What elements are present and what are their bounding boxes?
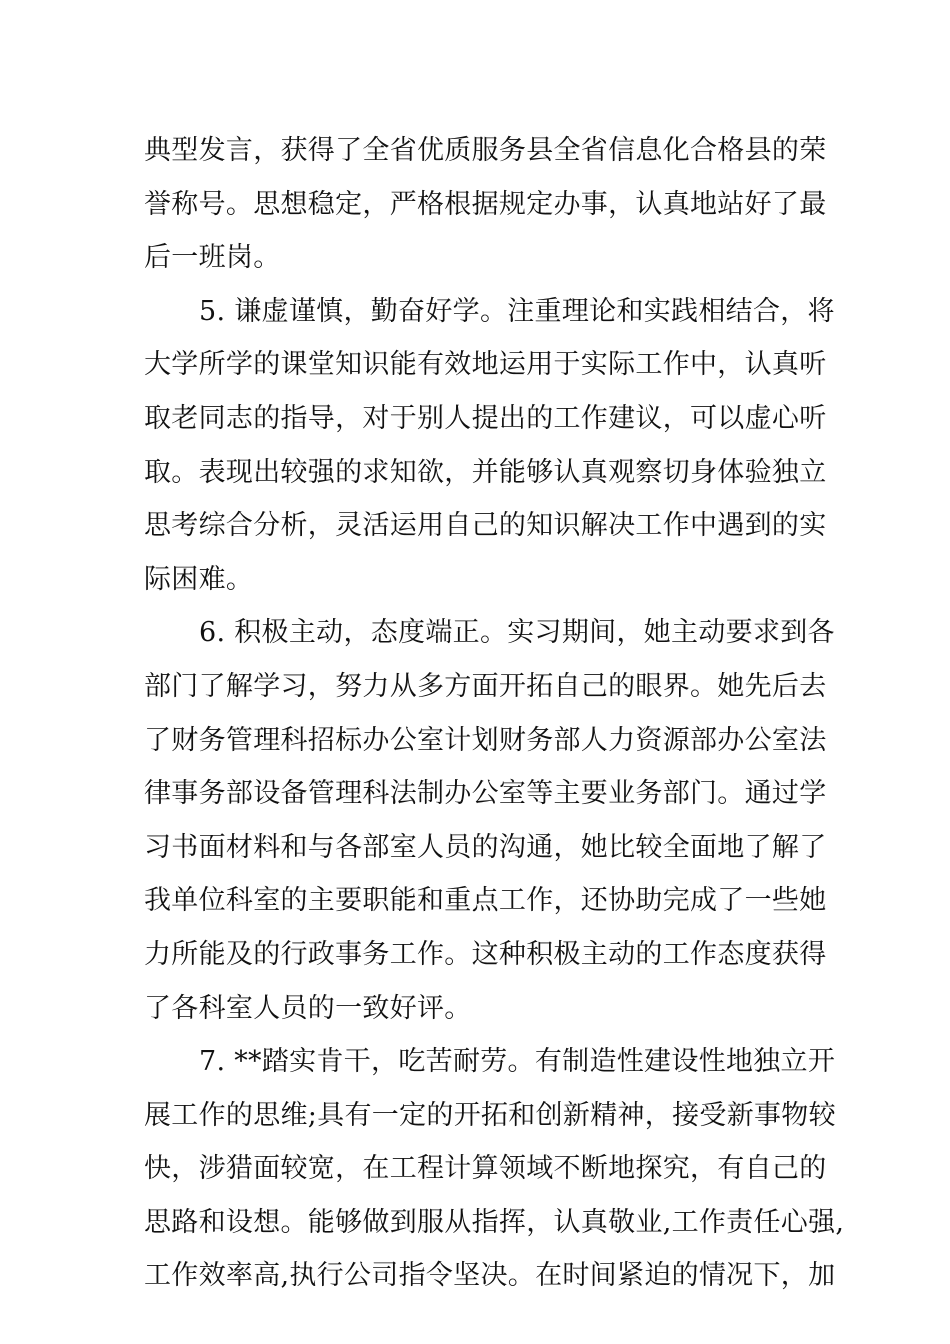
- text-line: 部门了解学习，努力从多方面开拓自己的眼界。她先后去: [144, 670, 827, 702]
- document-body: [144, 124, 845, 1303]
- text-line: 习书面材料和与各部室人员的沟通，她比较全面地了解了: [144, 831, 827, 863]
- text-line: 工作效率高,执行公司指令坚决。在时间紧迫的情况下，加: [144, 1260, 836, 1292]
- text-line: 誉称号。思想稳定，严格根据规定办事，认真地站好了最: [144, 188, 827, 220]
- paragraph-start-line: 5. 谦虚谨慎，勤奋好学。注重理论和实践相结合，将: [199, 295, 835, 327]
- text-line: 典型发言，获得了全省优质服务县全省信息化合格县的荣: [144, 135, 827, 166]
- text-line: 了财务管理科招标办公室计划财务部人力资源部办公室法: [144, 724, 827, 756]
- paragraph-start-line: 7. **踏实肯干，吃苦耐劳。有制造性建设性地独立开: [199, 1046, 836, 1078]
- text-line: 力所能及的行政事务工作。这种积极主动的工作态度获得: [144, 938, 827, 970]
- text-line: 思考综合分析，灵活运用自己的知识解决工作中遇到的实: [144, 510, 827, 542]
- text-line: 后一班岗。: [144, 242, 281, 274]
- text-line: 取老同志的指导，对于别人提出的工作建议，可以虚心听: [144, 402, 827, 434]
- text-line: 我单位科室的主要职能和重点工作，还协助完成了一些她: [144, 885, 827, 917]
- text-line: 思路和设想。能够做到服从指挥，认真敬业,工作责任心强,: [144, 1206, 845, 1238]
- text-line: 际困难。: [144, 563, 254, 595]
- text-line: 快，涉猎面较宽，在工程计算领域不断地探究，有自己的: [144, 1153, 827, 1185]
- paragraph-start-line: 6. 积极主动，态度端正。实习期间，她主动要求到各: [199, 617, 835, 649]
- text-line: 了各科室人员的一致好评。: [144, 992, 472, 1024]
- text-line: 律事务部设备管理科法制办公室等主要业务部门。通过学: [144, 778, 827, 810]
- text-line: 取。表现出较强的求知欲，并能够认真观察切身体验独立: [144, 456, 827, 488]
- text-line: 大学所学的课堂知识能有效地运用于实际工作中，认真听: [144, 349, 827, 381]
- text-line: 展工作的思维;具有一定的开拓和创新精神，接受新事物较: [144, 1099, 836, 1131]
